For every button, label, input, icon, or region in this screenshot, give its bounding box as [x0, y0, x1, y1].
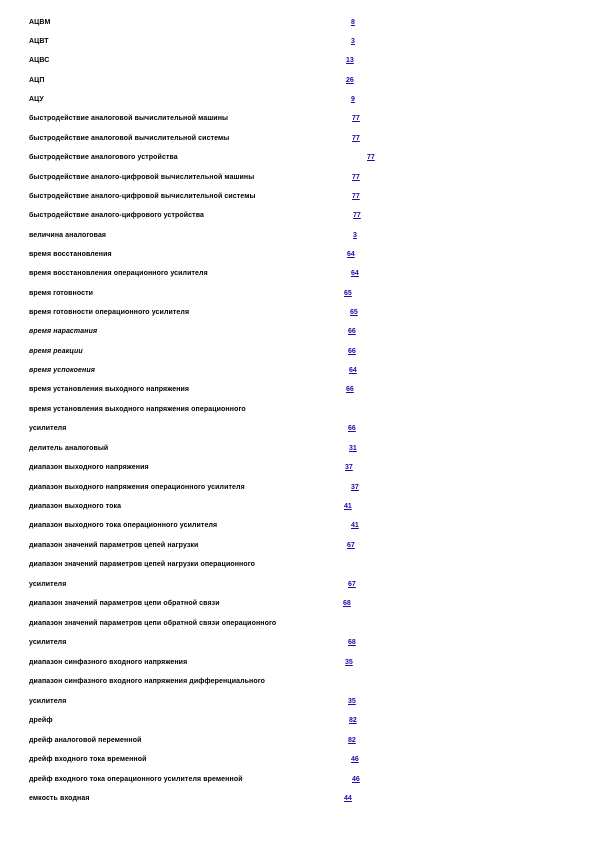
index-term: время восстановления операционного усилителя	[29, 270, 208, 277]
page-link[interactable]: 13	[346, 57, 354, 64]
page-link[interactable]: 9	[351, 96, 355, 103]
page-link[interactable]: 44	[344, 795, 352, 802]
index-term: усилителя	[29, 425, 67, 432]
index-term: дрейф входного тока операционного усилителя временной	[29, 776, 243, 783]
index-term: усилителя	[29, 581, 67, 588]
index-term: время готовности операционного усилителя	[29, 309, 190, 316]
index-term: диапазон выходного напряжения операционного усилителя	[29, 484, 245, 491]
index-term: делитель аналоговый	[29, 445, 109, 452]
index-term: быстродействие аналого-цифровой вычислительной системы	[29, 193, 256, 200]
page-link[interactable]: 77	[367, 154, 375, 161]
page-link[interactable]: 3	[351, 38, 355, 45]
page-link[interactable]: 64	[349, 367, 357, 374]
page-link[interactable]: 68	[348, 639, 356, 646]
index-term: быстродействие аналогового устройства	[29, 154, 178, 161]
page-link[interactable]: 77	[352, 174, 360, 181]
page-link[interactable]: 77	[352, 135, 360, 142]
page-link[interactable]: 77	[353, 212, 361, 219]
page-link[interactable]: 8	[351, 19, 355, 26]
index-term: дрейф входного тока временной	[29, 756, 147, 763]
page-link[interactable]: 82	[348, 737, 356, 744]
page-link[interactable]: 37	[345, 464, 353, 471]
index-term: диапазон значений параметров цепей нагрузки операционного	[29, 561, 256, 568]
index-term: АЦВМ	[29, 19, 51, 26]
index-term: время установления выходного напряжения операционного	[29, 406, 246, 413]
index-term: величина аналоговая	[29, 232, 107, 239]
index-term: диапазон значений параметров цепи обратной связи операционного	[29, 620, 277, 627]
page-link[interactable]: 26	[346, 77, 354, 84]
index-term: быстродействие аналого-цифровой вычислительной машины	[29, 174, 255, 181]
page-link[interactable]: 3	[353, 232, 357, 239]
page-link[interactable]: 66	[348, 328, 356, 335]
page-link[interactable]: 41	[351, 522, 359, 529]
page-link[interactable]: 68	[343, 600, 351, 607]
index-term: диапазон синфазного входного напряжения дифференциального	[29, 678, 266, 685]
page-link[interactable]: 46	[352, 776, 360, 783]
page-link[interactable]: 35	[345, 659, 353, 666]
index-term: диапазон выходного напряжения	[29, 464, 149, 471]
index-term: усилителя	[29, 639, 67, 646]
index-term: АЦВТ	[29, 38, 49, 45]
page-link[interactable]: 66	[346, 386, 354, 393]
page-link[interactable]: 66	[348, 348, 356, 355]
index-term: быстродействие аналоговой вычислительной системы	[29, 135, 230, 142]
index-term: АЦП	[29, 77, 45, 84]
index-term: диапазон синфазного входного напряжения	[29, 659, 188, 666]
page-link[interactable]: 46	[351, 756, 359, 763]
page-link[interactable]: 65	[344, 290, 352, 297]
index-term: усилителя	[29, 698, 67, 705]
index-term: время реакции	[29, 348, 83, 355]
index-term: АЦВС	[29, 57, 50, 64]
index-term: быстродействие аналоговой вычислительной машины	[29, 115, 229, 122]
page-link[interactable]: 77	[352, 193, 360, 200]
index-term: время готовности	[29, 290, 94, 297]
index-term: время восстановления	[29, 251, 112, 258]
page-link[interactable]: 37	[351, 484, 359, 491]
index-term: диапазон значений параметров цепей нагрузки	[29, 542, 199, 549]
page-link[interactable]: 64	[351, 270, 359, 277]
index-term: диапазон значений параметров цепи обратной связи	[29, 600, 220, 607]
index-term: время успокоения	[29, 367, 95, 374]
index-term: дрейф аналоговой переменной	[29, 737, 142, 744]
index-term: диапазон выходного тока операционного усилителя	[29, 522, 218, 529]
index-term: АЦУ	[29, 96, 44, 103]
page-link[interactable]: 67	[348, 581, 356, 588]
page-link[interactable]: 64	[347, 251, 355, 258]
page-link[interactable]: 77	[352, 115, 360, 122]
page-link[interactable]: 65	[350, 309, 358, 316]
index-term: диапазон выходного тока	[29, 503, 122, 510]
index-term: дрейф	[29, 717, 53, 724]
page-link[interactable]: 31	[349, 445, 357, 452]
index-term: время нарастания	[29, 328, 98, 335]
index-term: емкость входная	[29, 795, 90, 802]
page-link[interactable]: 67	[347, 542, 355, 549]
page-link[interactable]: 35	[348, 698, 356, 705]
page-link[interactable]: 82	[349, 717, 357, 724]
page-link[interactable]: 41	[344, 503, 352, 510]
index-term: время установления выходного напряжения	[29, 386, 190, 393]
index-term: быстродействие аналого-цифрового устройства	[29, 212, 204, 219]
page-link[interactable]: 66	[348, 425, 356, 432]
